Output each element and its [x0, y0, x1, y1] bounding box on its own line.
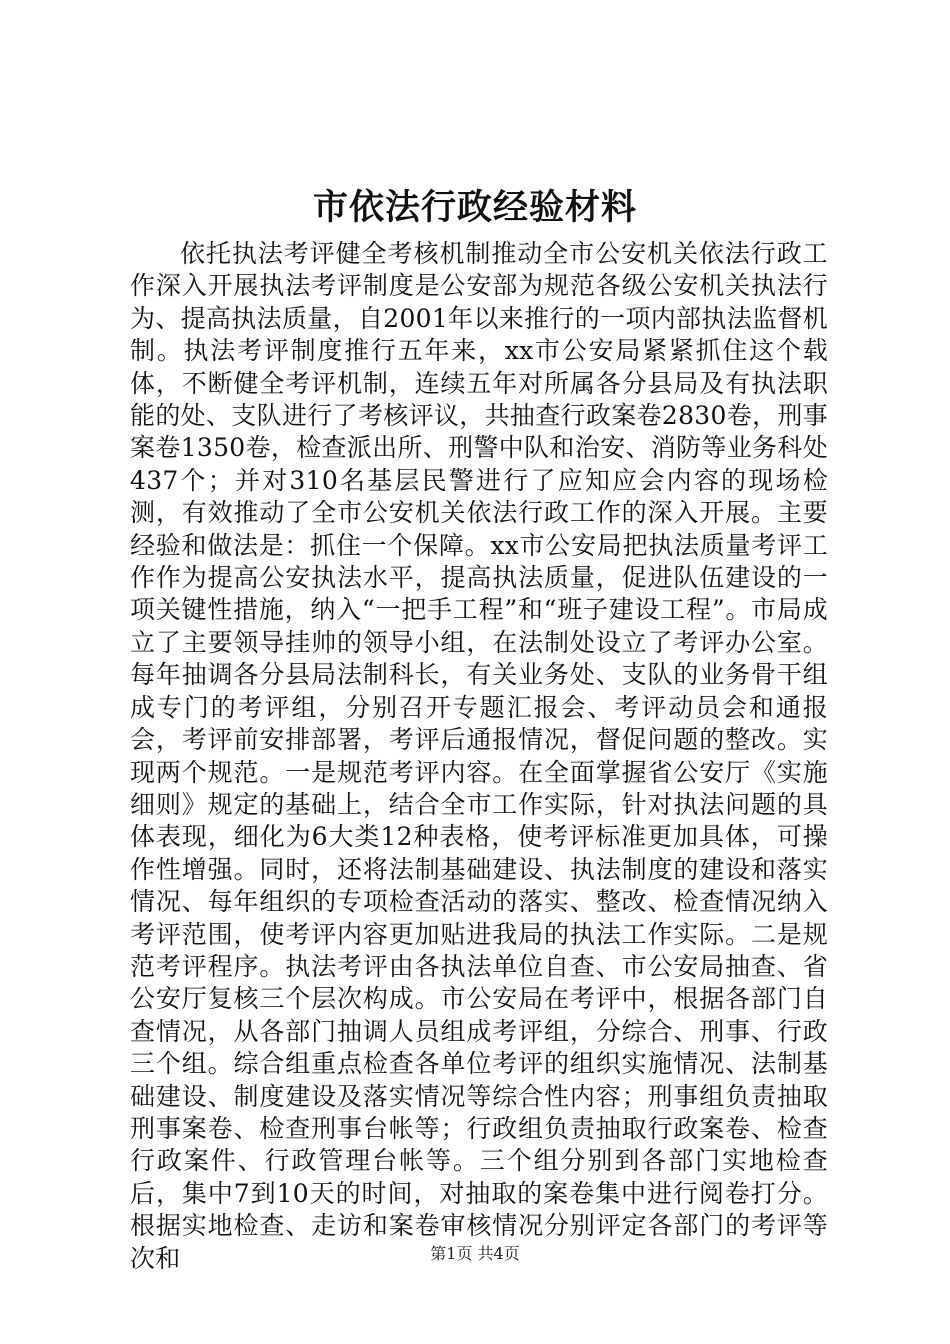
document-title: 市依法行政经验材料 [312, 187, 637, 228]
page-number-footer: 第1页 共4页 [430, 1244, 520, 1263]
body-paragraph: 依托执法考评健全考核机制推动全市公安机关依法行政工作深入开展执法考评制度是公安部为规范各级公安机关执法行为、提高执法质量，自2001年以来推行的一项内部执法监督机制。执法考评制度推行五年来，xx市公安局紧紧抓住这个载体，不断健全考评机制，连续五年对所属各分县局及有执法职能的处、支队进行了考核评议，共抽查行政案卷2830卷，刑事案卷1350卷，检查派出所、刑警中队和治安、消防等业务科处437个；并对310名基层民警进行了应知应会内容的现场检测，有效推动了全市公安机关依法行政工作的深入开展。主要经验和做法是：抓住一个保障。xx市公安局把执法质量考评工作作为提高公安执法水平，提高执法质量，促进队伍建设的一项关键性措施，纳入“一把手工程”和“班子建设工程”。市局成立了主要领导挂帅的领导小组，在法制处设立了考评办公室。每年抽调各分县局法制科长，有关业务处、支队的业务骨干组成专门的考评组，分别召开专题汇报会、考评动员会和通报会，考评前安排部署，考评后通报情况，督促问题的整改。实现两个规范。一是规范考评内容。在全面掌握省公安厅《实施细则》规定的基础上，结合全市工作实际，针对执法问题的具体表现，细化为6大类12种表格，使考评标准更加具体，可操作性增强。同时，还将法制基础建设、执法制度的建设和落实情况、每年组织的专项检查活动的落实、整改、检查情况纳入考评范围，使考评内容更加贴进我局的执法工作实际。二是规范考评程序。执法考评由各执法单位自查、市公安局抽查、省公安厅复核三个层次构成。市公安局在考评中，根据各部门自查情况，从各部门抽调人员组成考评组，分综合、刑事、行政三个组。综合组重点检查各单位考评的组织实施情况、法制基础建设、制度建设及落实情况等综合性内容；刑事组负责抽取刑事案卷、检查刑事台帐等；行政组负责抽取行政案卷、检查行政案件、行政管理台帐等。三个组分别到各部门实地检查后，集中7到10天的时间，对抽取的案卷集中进行阅卷打分。根据实地检查、走访和案卷审核情况分别评定各部门的考评等次和 [130, 239, 828, 1273]
